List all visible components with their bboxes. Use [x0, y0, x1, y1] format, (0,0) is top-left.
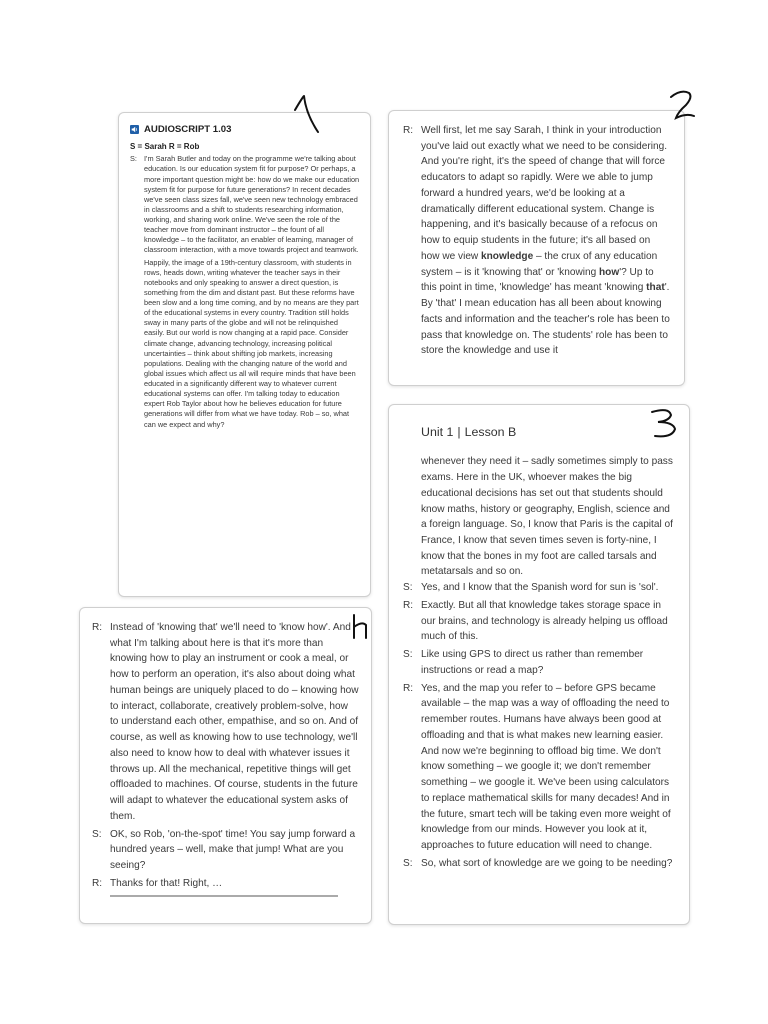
speaker-label: R:	[92, 622, 103, 633]
handwritten-number-2	[664, 88, 700, 130]
lesson-heading	[421, 423, 675, 442]
handwritten-number-1	[284, 92, 324, 140]
divider	[110, 895, 338, 897]
audioscript-heading	[130, 123, 360, 136]
audioscript-card-1	[118, 112, 371, 597]
dialogue-turn	[92, 876, 359, 892]
dialogue-turn	[403, 598, 675, 645]
dialogue-turn	[403, 580, 675, 596]
speaker-label: S:	[403, 857, 413, 869]
dialogue-text: Like using GPS to direct us rather than remember instructions or read a map?	[421, 649, 644, 676]
dialogue-continuation: whenever they need it – sadly sometimes simply to pass exams. Here in the UK, whoever makes the big educational decisions has set out that students should know maths, history or geography, English, science and a foreign language. So, I know that Paris is the capital of France, I know that seven times seven is forty-nine, I know that the bones in my foot are called tarsals and metatarsals and so on.	[421, 456, 673, 578]
speaker-label: S:	[403, 649, 413, 661]
audioscript-title: AUDIOSCRIPT 1.03	[144, 124, 232, 135]
text-run: Well first, let me say Sarah, I think in your introduction you've laid out exactly what we need to be considering. And you're right, it's the speed of change that will force educators to adapt so rapidly. Were we able to jump forward a hundred years, we'd be looking at a dramatically different educational system. Change is happening, and it's basically because of a refocus on how to equip students in the future; it's all based on how we view	[421, 125, 668, 262]
dialogue-turn	[403, 681, 675, 854]
speaker-label: R:	[403, 682, 414, 694]
text-run: – the crux of any education system – is it 'knowing that' or 'knowing	[421, 250, 658, 278]
dialogue-turn	[403, 647, 675, 678]
dialogue-text: Exactly. But all that knowledge takes storage space in our brains, and technology is already helping us offload much of this.	[421, 599, 668, 643]
dialogue-turns	[92, 620, 359, 891]
dialogue-text: Yes, and the map you refer to – before GPS became available – the map was a way of offloading the need to remember routes. Humans have always been good at offloading and that is what makes new learning easier. And now we're beginning to offload big time. We don't know something – we google it; we don't remember something – we google it. We've been using calculators to replace mathematical skills for many decades! And in the future, smart tech will be taking even more weight of knowledge from our minds. However you look at it, approaches to future education will need to change.	[421, 682, 671, 851]
audio-speaker-icon[interactable]	[130, 125, 139, 134]
speaker-label: S:	[92, 828, 102, 840]
dialogue-text	[421, 123, 670, 359]
speaker-label: S:	[403, 582, 413, 594]
dialogue-turn	[92, 620, 359, 825]
bold-term: that	[646, 282, 665, 294]
bold-term: knowledge	[481, 250, 534, 262]
lesson-label: Lesson B	[464, 425, 517, 439]
dialogue-text: OK, so Rob, 'on-the-spot' time! You say jump forward a hundred years – well, make that jump! What are you seeing?	[110, 828, 356, 872]
dialogue-paragraph: Happily, the image of a 19th-century classroom, with students in rows, heads down, writing whatever the teacher says in their notebooks and only speaking to answer a direct question, is something from the dim and distant past. But these reforms have been slow and a long time coming, and by no means are they part of the educational systems in every country. Tradition still holds sway in many parts of the globe and will not be relinquished easily. But our world is now changing at a rapid pace. Consider climate change, advancing technology, increasing political uncertainties – think about shifting job markets, increasing populations. Dealing with the changing nature of the world and global issues which affect us all will require minds that have been educated in a significantly different way to whatever current educational systems can offer. I'm talking today to education expert Rob Taylor about how he believes education for future generations will differ from what we have today. Rob – so, what can we expect and why?	[144, 257, 359, 429]
audioscript-card-3	[388, 404, 690, 925]
speaker-label: R:	[403, 125, 414, 136]
speaker-label: R:	[403, 599, 414, 611]
dialogue-text: Yes, and I know that the Spanish word for sun is 'sol'.	[421, 582, 659, 594]
dialogue-text: I'm Sarah Butler and today on the programme we're talking about education. Is our education system fit for purpose? Or perhaps, a more important question might be: how do we make our education system fit for purpose for future generations? In recent decades we've seen class sizes fall, we've seen new technology embraced in classrooms and a shift to students researching information, working, and sharing work online. We've seen the role of the teacher move from dominant instructor – the fount of all knowledge – to the facilitator, an enabler of learning, manager of classroom interaction, with a move towards project and teamwork.	[144, 154, 360, 255]
dialogue-text: Instead of 'knowing that' we'll need to 'know how'. And what I'm talking about here is that it's more than knowing how to play an instrument or cook a meal, or how to perform an operation, it's also about doing what human beings are uniquely placed to do – knowing how to interact, collaborate, creatively problem-solve, how to understand each other, empathise, and so on. And of course, as well as knowing how to use technology, we'll also need to know how to deal with whatever issues it throws up. All the mechanical, repetitive things will get offloaded to machines. Of course, students in the future will adapt to whatever the educational system asks of them.	[110, 622, 359, 822]
unit-label: Unit 1	[421, 425, 454, 439]
handwritten-number-4	[348, 610, 376, 644]
dialogue-text: So, what sort of knowledge are we going to be needing?	[421, 857, 673, 869]
audioscript-card-4	[79, 607, 372, 924]
bold-term: how	[599, 266, 620, 278]
dialogue-turn	[130, 154, 360, 255]
dialogue-turn	[403, 856, 675, 872]
text-run: '? Up to this point in time, 'knowledge' has meant 'knowing	[421, 266, 654, 294]
dialogue-turn	[92, 827, 359, 874]
dialogue-turn	[403, 123, 670, 359]
speaker-label: S:	[130, 154, 137, 164]
dialogue-turns	[403, 580, 675, 871]
text-run: '. By 'that' I mean education has all been about knowing facts and information and the teacher's role has been to pass that knowledge on. The students' role has been to store the knowledge and use it	[421, 282, 670, 357]
heading-separator: |	[457, 425, 461, 439]
handwritten-number-3	[645, 406, 685, 442]
dialogue-text: Thanks for that! Right, …	[110, 877, 223, 889]
speaker-label: R:	[92, 877, 103, 889]
audioscript-card-2	[388, 110, 685, 386]
speaker-key: S = Sarah R = Rob	[130, 142, 200, 152]
